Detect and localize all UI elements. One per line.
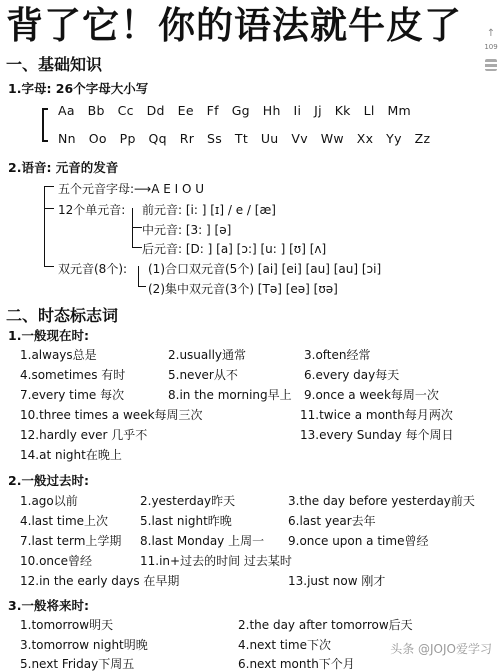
five-vowels: 五个元音字母:⟶A E I O U: [58, 182, 205, 196]
letter-pair: Gg: [231, 103, 250, 118]
list-item: 10.three times a week每周三次: [20, 408, 203, 422]
list-item: 10.once曾经: [20, 554, 93, 568]
letter-pair: Tt: [234, 131, 249, 146]
letter-pair: Vv: [291, 131, 308, 146]
letter-pair: Ll: [363, 103, 375, 118]
letter-pair: Dd: [146, 103, 165, 118]
monophthong-label: 12个单元音:: [58, 203, 126, 217]
letters-label: 1.字母: 26个字母大小写: [8, 81, 149, 96]
list-item: 7.every time 每次: [20, 388, 125, 402]
list-item: 12.hardly ever 几乎不: [20, 428, 148, 442]
list-item: 4.next time下次: [238, 638, 331, 652]
letter-pair: Ff: [206, 103, 219, 118]
phonetics-label: 2.语音: 元音的发音: [8, 160, 119, 175]
list-item: 4.last time上次: [20, 514, 109, 528]
letter-pair: Jj: [314, 103, 322, 118]
list-item: 12.in the early days 在早期: [20, 574, 180, 588]
diphthong-bracket: [138, 266, 139, 286]
list-item: 8.last Monday 上周一: [140, 534, 265, 548]
list-item: 6.every day每天: [304, 368, 400, 382]
letter-pair: Ww: [320, 131, 344, 146]
list-item: 1.tomorrow明天: [20, 618, 114, 632]
monophthong-branch: [132, 247, 142, 248]
scroll-up-icon[interactable]: ↑: [486, 28, 496, 39]
vowel-tree-line: [44, 186, 45, 266]
section2-heading: 二、时态标志词: [6, 306, 119, 325]
letter-pair: Nn: [58, 131, 76, 146]
letter-pair: Kk: [334, 103, 351, 118]
monophthong-bracket: [132, 208, 133, 248]
monophthong-branch: [132, 227, 142, 228]
list-item: 9.once upon a time曾经: [288, 534, 429, 548]
letters-row-1: [58, 103, 411, 118]
list-item: 3.often经常: [304, 348, 371, 362]
list-item: 13.just now 刚才: [288, 574, 386, 588]
letters-bracket-bottom: [42, 140, 48, 142]
letter-pair: Qq: [148, 131, 167, 146]
central-vowels: 中元音: [3: ] [ə]: [142, 223, 232, 237]
future-tense-label: 3.一般将来时:: [8, 598, 89, 613]
letter-pair: Cc: [117, 103, 134, 118]
page-title: 背了它！你的语法就牛皮了: [6, 4, 462, 47]
watermark: 头条 @JOJO爱学习: [390, 642, 492, 656]
letter-pair: Oo: [88, 131, 107, 146]
list-item: 3.the day before yesterday前天: [288, 494, 475, 508]
list-item: 1.ago以前: [20, 494, 78, 508]
section1-heading: 一、基础知识: [6, 55, 103, 74]
list-item: 13.every Sunday 每个周日: [300, 428, 454, 442]
page-count: 109: [484, 43, 498, 51]
diphthong-label: 双元音(8个):: [58, 262, 128, 276]
letter-pair: Ee: [177, 103, 194, 118]
list-item: 8.in the morning早上: [168, 388, 292, 402]
vowel-tree-branch: [44, 266, 54, 267]
letter-pair: Xx: [356, 131, 374, 146]
list-item: 14.at night在晚上: [20, 448, 122, 462]
letter-pair: Pp: [119, 131, 136, 146]
vowel-tree-branch: [44, 208, 54, 209]
present-tense-label: 1.一般现在时:: [8, 328, 89, 343]
page-scroll-indicator[interactable]: [482, 28, 500, 71]
letter-pair: Yy: [386, 131, 402, 146]
list-item: 3.tomorrow night明晚: [20, 638, 148, 652]
list-item: 5.never从不: [168, 368, 238, 382]
letter-pair: Uu: [260, 131, 279, 146]
letters-bracket-top: [42, 108, 48, 110]
letter-pair: Zz: [414, 131, 431, 146]
list-item: 9.once a week每周一次: [304, 388, 439, 402]
layers-icon[interactable]: [485, 59, 497, 71]
list-item: 4.sometimes 有时: [20, 368, 126, 382]
front-vowels: 前元音: [i: ] [ɪ] / e / [æ]: [142, 203, 276, 217]
letter-pair: Ss: [207, 131, 223, 146]
list-item: 1.always总是: [20, 348, 97, 362]
letter-pair: Ii: [293, 103, 302, 118]
past-tense-label: 2.一般过去时:: [8, 473, 89, 488]
letters-row-2: [58, 131, 430, 146]
list-item: 5.next Friday下周五: [20, 657, 135, 671]
list-item: 5.last night昨晚: [140, 514, 232, 528]
list-item: 11.in+过去的时间 过去某时: [140, 554, 292, 568]
list-item: 2.the day after tomorrow后天: [238, 618, 413, 632]
letter-pair: Hh: [262, 103, 281, 118]
diphthong-branch: [138, 286, 146, 287]
list-item: 6.last year去年: [288, 514, 376, 528]
list-item: 2.yesterday昨天: [140, 494, 236, 508]
letters-bracket: [42, 108, 44, 142]
closing-diphthongs: (1)合口双元音(5个) [ai] [ei] [au] [au] [ɔi]: [148, 262, 382, 276]
letter-pair: Rr: [179, 131, 195, 146]
list-item: 11.twice a month每月两次: [300, 408, 453, 422]
list-item: 7.last term上学期: [20, 534, 122, 548]
letter-pair: Aa: [58, 103, 75, 118]
letter-pair: Bb: [87, 103, 105, 118]
vowel-tree-branch: [44, 186, 54, 187]
list-item: 2.usually通常: [168, 348, 247, 362]
letter-pair: Mm: [387, 103, 411, 118]
centering-diphthongs: (2)集中双元音(3个) [Tə] [eə] [ʊə]: [148, 282, 338, 296]
back-vowels: 后元音: [D: ] [a] [ɔ:] [u: ] [ʊ] [ʌ]: [142, 242, 327, 256]
list-item: 6.next month下个月: [238, 657, 355, 671]
